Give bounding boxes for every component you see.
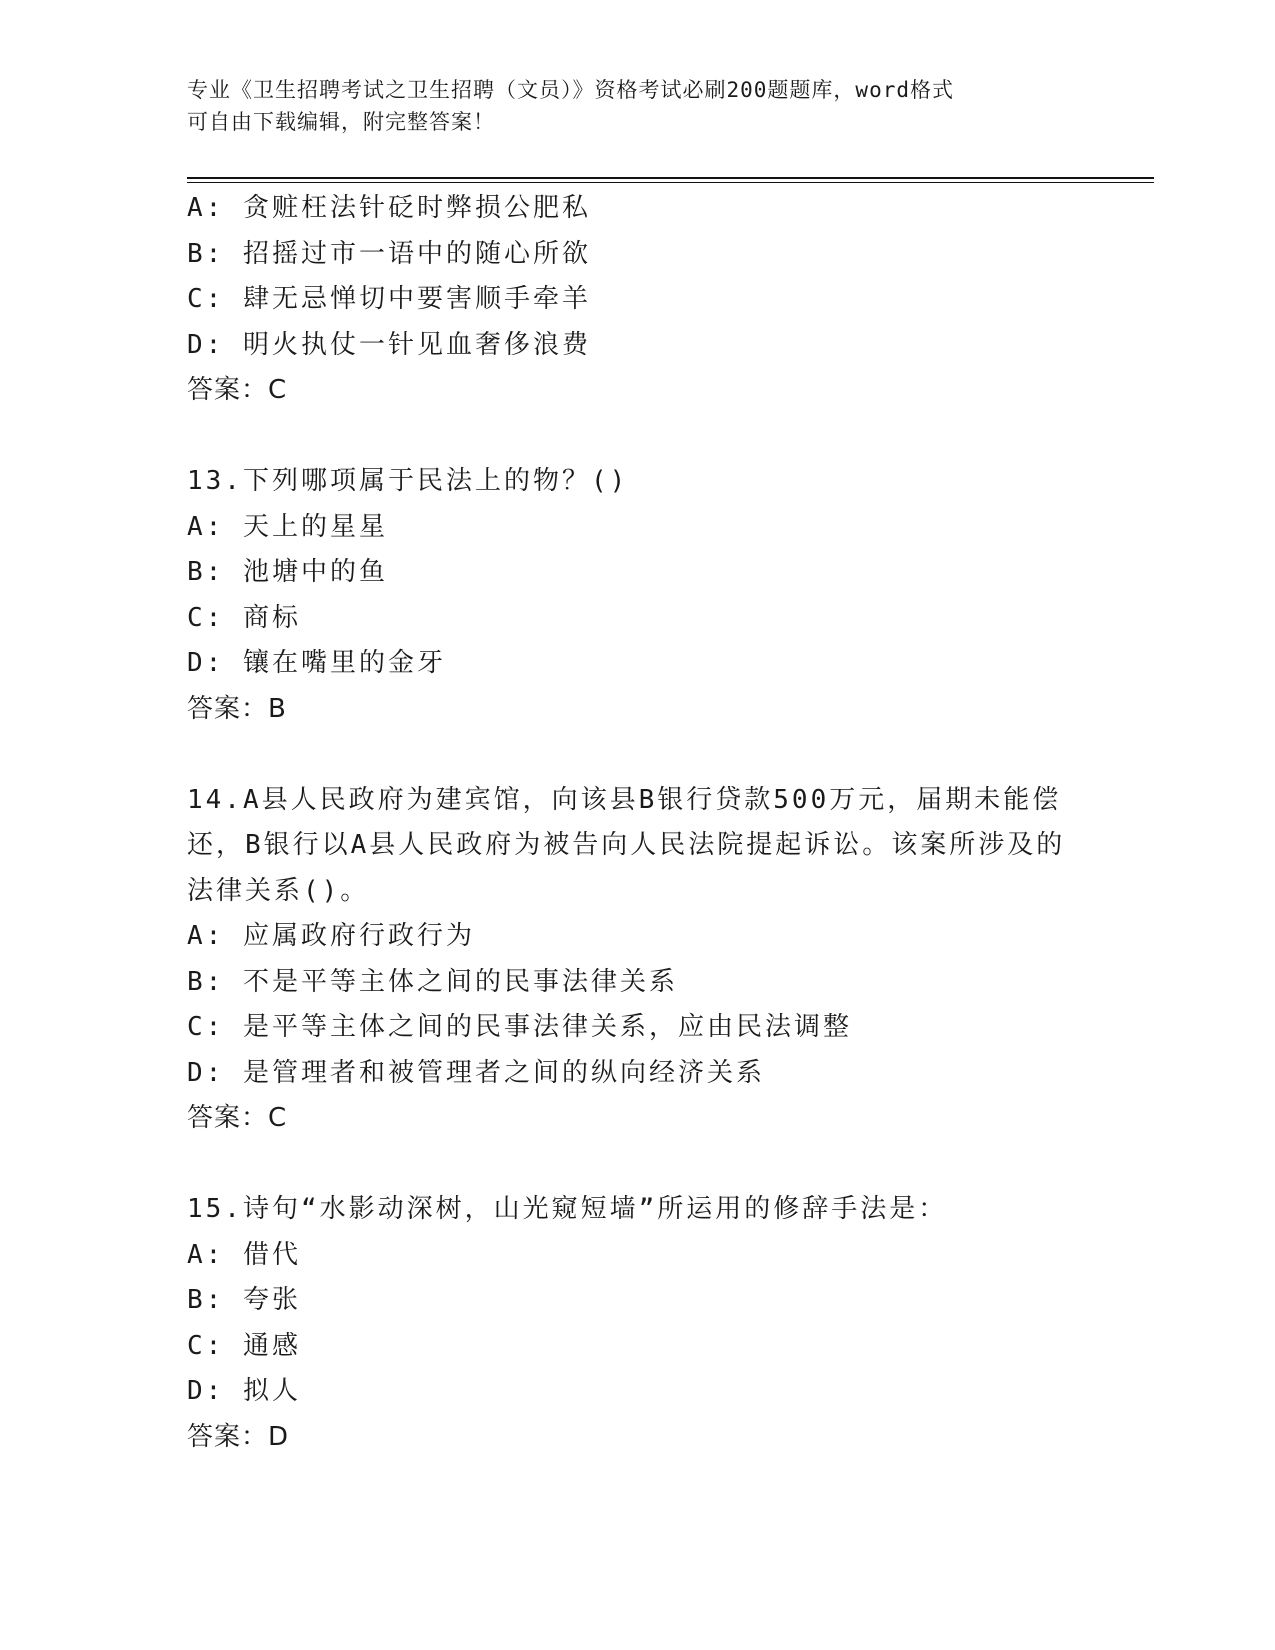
spacer (187, 414, 1087, 460)
option-c: C: 肆无忌惮切中要害顺手牵羊 (187, 284, 591, 314)
option-a: A: 应属政府行政行为 (187, 921, 475, 951)
question-stem-line-1: 14.A县人民政府为建宾馆，向该县B银行贷款500万元，届期未能偿 (187, 784, 1062, 815)
option-c: C: 通感 (187, 1330, 301, 1361)
option-a: A: 贪赃枉法针砭时弊损公肥私 (187, 193, 591, 223)
question-list (187, 186, 1087, 1460)
option-b: B: 招摇过市一语中的随心所欲 (187, 238, 591, 269)
spacer (187, 1142, 1087, 1188)
question-stem-line-2: 还，B银行以A县人民政府为被告向人民法院提起诉讼。该案所涉及的 (187, 830, 1066, 860)
option-d: D: 拟人 (187, 1376, 301, 1406)
answer-line: 答案：B (187, 693, 287, 724)
option-c: C: 商标 (187, 602, 301, 633)
option-b: B: 池塘中的鱼 (187, 557, 388, 587)
question-15 (187, 1187, 1087, 1460)
question-12-continued (187, 186, 1087, 414)
question-stem: 15.诗句“水影动深树，山光窥短墙”所运用的修辞手法是： (187, 1194, 948, 1224)
question-13 (187, 459, 1087, 732)
answer-line: 答案：D (187, 1421, 290, 1452)
option-d: D: 明火执仗一针见血奢侈浪费 (187, 329, 591, 360)
option-b: B: 不是平等主体之间的民事法律关系 (187, 966, 678, 997)
answer-line: 答案：C (187, 375, 288, 405)
header-line-1: 专业《卫生招聘考试之卫生招聘（文员）》资格考试必刷200题题库，word格式 (187, 78, 954, 102)
question-14 (187, 778, 1087, 1142)
document-header (187, 74, 1067, 138)
header-divider-thin (187, 182, 1154, 183)
header-divider-thick (187, 177, 1154, 179)
option-d: D: 镶在嘴里的金牙 (187, 648, 446, 678)
answer-line: 答案：C (187, 1103, 288, 1133)
option-a: A: 借代 (187, 1239, 301, 1270)
option-c: C: 是平等主体之间的民事法律关系，应由民法调整 (187, 1012, 852, 1042)
option-d: D: 是管理者和被管理者之间的纵向经济关系 (187, 1057, 765, 1088)
spacer (187, 732, 1087, 778)
question-stem-line-3: 法律关系()。 (187, 875, 370, 906)
option-b: B: 夸张 (187, 1285, 301, 1315)
question-stem: 13.下列哪项属于民法上的物？() (187, 466, 629, 496)
header-line-2: 可自由下载编辑，附完整答案！ (187, 110, 495, 134)
option-a: A: 天上的星星 (187, 511, 388, 542)
